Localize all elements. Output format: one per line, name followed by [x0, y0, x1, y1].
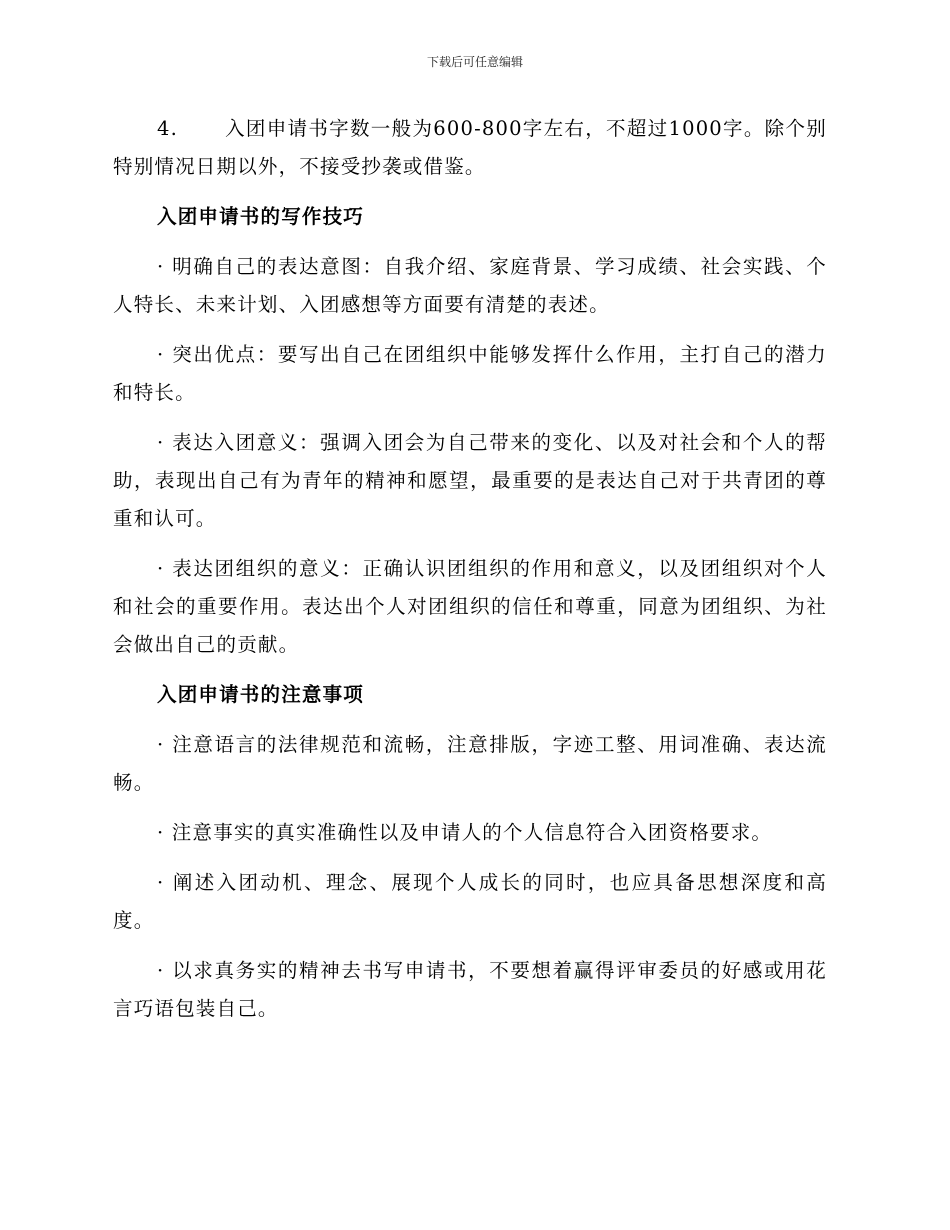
- item-text: 入团申请书字数一般为600-800字左右，不超过1000字。除个别特别情况日期以外，不接受抄袭或借鉴。: [113, 117, 827, 178]
- note-paragraph: · 以求真务实的精神去书写申请书，不要想着赢得评审委员的好感或用花言巧语包装自己。: [113, 959, 827, 1020]
- writing-tip-paragraph: · 突出优点：要写出自己在团组织中能够发挥什么作用，主打自己的潜力和特长。: [113, 343, 827, 404]
- note-paragraph: · 阐述入团动机、理念、展现个人成长的同时，也应具备思想深度和高度。: [113, 871, 827, 932]
- document-body: [113, 110, 827, 1040]
- page-header: 下载后可任意编辑: [426, 55, 523, 69]
- item-number: 4.: [157, 117, 179, 140]
- writing-tip-paragraph: · 表达团组织的意义：正确认识团组织的作用和意义，以及团组织对个人和社会的重要作用。表达出个人对团组织的信任和尊重，同意为团组织、为社会做出自己的贡献。: [113, 557, 827, 656]
- section-heading-notes: 入团申请书的注意事项: [157, 683, 365, 706]
- note-paragraph: · 注意事实的真实准确性以及申请人的个人信息符合入团资格要求。: [157, 821, 773, 844]
- writing-tip-paragraph: · 明确自己的表达意图：自我介绍、家庭背景、学习成绩、社会实践、个人特长、未来计划、入团感想等方面要有清楚的表述。: [113, 255, 827, 316]
- numbered-paragraph-4: [113, 110, 827, 186]
- note-paragraph: · 注意语言的法律规范和流畅，注意排版，字迹工整、用词准确、表达流畅。: [113, 733, 827, 794]
- writing-tip-paragraph: · 表达入团意义：强调入团会为自己带来的变化、以及对社会和个人的帮助，表现出自己有为青年的精神和愿望，最重要的是表达自己对于共青团的尊重和认可。: [113, 431, 827, 530]
- section-heading-writing-tips: 入团申请书的写作技巧: [157, 205, 365, 228]
